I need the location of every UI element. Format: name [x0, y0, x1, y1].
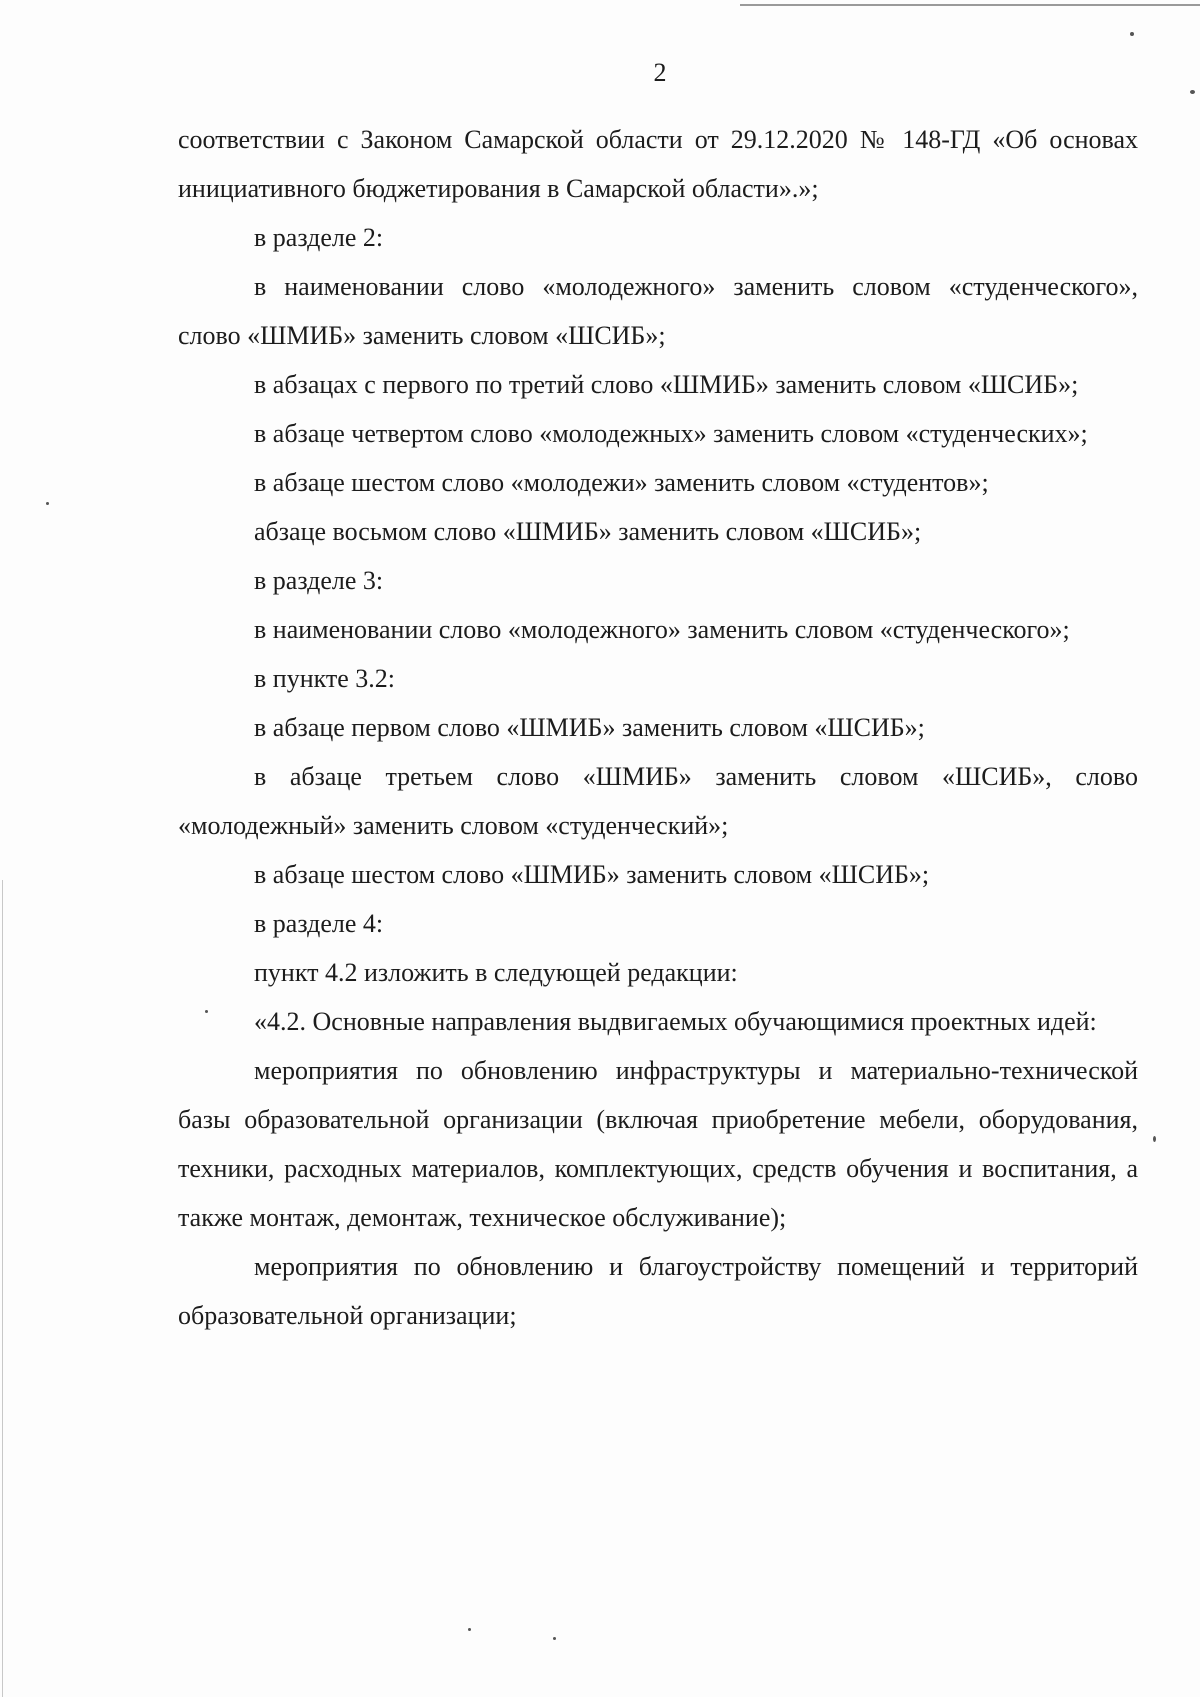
paragraph-14: в разделе 4: — [254, 909, 384, 938]
paragraph-18: мероприятия по обновлению и благоустройству помещений и территорий образовательной организации; — [178, 1252, 1138, 1330]
paragraph-13: в абзаце шестом слово «ШМИБ» заменить словом «ШСИБ»; — [254, 860, 930, 889]
paragraph-4: в абзацах с первого по третий слово «ШМИБ» заменить словом «ШСИБ»; — [254, 370, 1079, 399]
scan-speck — [1153, 1136, 1156, 1142]
paragraph-3: в наименовании слово «молодежного» заменить словом «студенческого», слово «ШМИБ» заменить словом «ШСИБ»; — [178, 272, 1138, 350]
paragraph-7: абзаце восьмом слово «ШМИБ» заменить словом «ШСИБ»; — [254, 517, 922, 546]
paragraph-2: в разделе 2: — [254, 223, 384, 252]
paragraph-9: в наименовании слово «молодежного» заменить словом «студенческого»; — [254, 615, 1070, 644]
scan-speck — [205, 1010, 208, 1013]
scan-speck — [46, 502, 49, 505]
scan-speck — [1130, 32, 1134, 36]
paragraph-8: в разделе 3: — [254, 566, 384, 595]
scan-speck — [1190, 90, 1195, 94]
paragraph-17: мероприятия по обновлению инфраструктуры и материально-технической базы образовательной организации (включая приобретение мебели, оборудования, техники, расходных материалов, комплектующих, средств обучения и воспитания, а также монтаж, демонтаж, техническое обслуживание); — [178, 1056, 1138, 1232]
top-edge-line — [740, 4, 1200, 6]
paragraph-1: соответствии с Законом Самарской области от 29.12.2020 № 148-ГД «Об основах инициативного бюджетирования в Самарской области».»; — [178, 125, 1138, 203]
document-body — [178, 115, 1138, 1340]
paragraph-10: в пункте 3.2: — [254, 664, 396, 693]
paragraph-11: в абзаце первом слово «ШМИБ» заменить словом «ШСИБ»; — [254, 713, 925, 742]
paragraph-5: в абзаце четвертом слово «молодежных» заменить словом «студенческих»; — [254, 419, 1088, 448]
scan-speck — [553, 1637, 556, 1640]
paragraph-15: пункт 4.2 изложить в следующей редакции: — [254, 958, 738, 987]
paragraph-16: «4.2. Основные направления выдвигаемых обучающимися проектных идей: — [254, 1007, 1097, 1036]
paragraph-6: в абзаце шестом слово «молодежи» заменить словом «студентов»; — [254, 468, 989, 497]
scan-speck — [468, 1628, 471, 1631]
page-number: 2 — [653, 58, 667, 87]
paragraph-12: в абзаце третьем слово «ШМИБ» заменить словом «ШСИБ», слово «молодежный» заменить словом «студенческий»; — [178, 762, 1138, 840]
left-edge-line — [2, 880, 3, 1697]
